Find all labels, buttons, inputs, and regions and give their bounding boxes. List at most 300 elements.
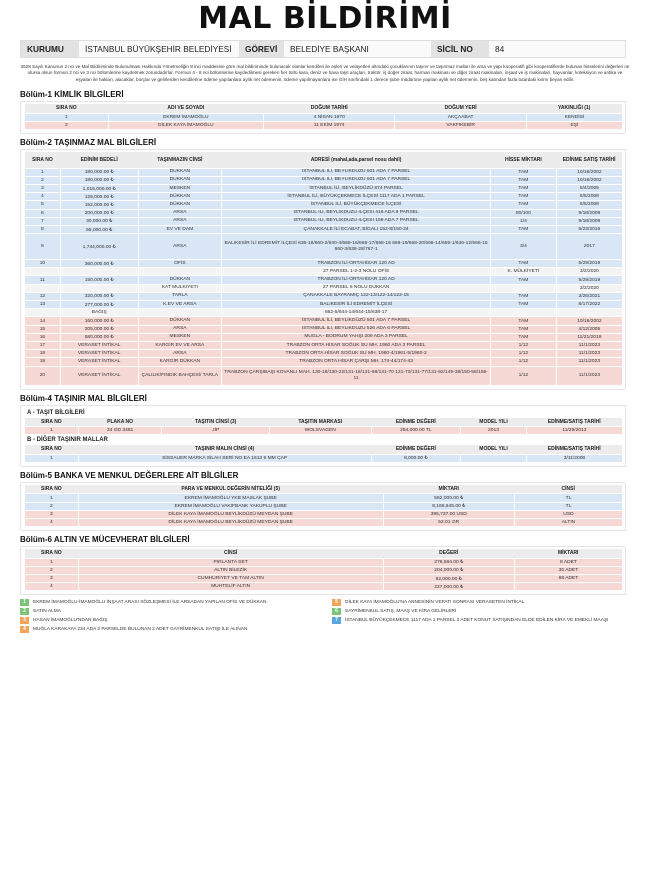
table-cell [25,284,61,292]
table-cell: 1 [25,168,61,176]
table-cell: ALTIN BİLEZİK [78,566,383,574]
table-cell: 1/4 [491,217,557,225]
section5-title: Bölüm-5 BANKA VE MENKUL DEĞERLERE AİT BİLGİLER [20,470,239,480]
table-cell [138,268,222,276]
table-cell: TAM [491,201,557,209]
gorevi-value: BELEDİYE BAŞKANI [284,41,431,57]
table-cell: 3/2/2020 [556,268,622,276]
column-header: DOĞUM TARİHİ [263,104,394,113]
table-cell: ARSA [138,209,222,217]
section2-title: Bölüm-2 TAŞINMAZ MAL BİLGİLERİ [20,138,157,148]
table-cell: 1/12 [491,358,557,366]
column-header: TAŞITIN CİNSİ (3) [162,418,270,427]
table-cell: 11/21/2019 [556,333,622,341]
table-cell: 2 [25,566,79,574]
table-cell: VERASET İNTİKAL [60,350,138,358]
column-header: EDİNİM BEDELİ [60,152,138,168]
section6-title: Bölüm-6 ALTIN VE MÜCEVHERAT BİLGİLERİ [20,535,190,545]
table-cell: TAM [491,225,557,233]
table-cell: 35 ADET [514,566,622,574]
table-cell: 5/23/2016 [556,225,622,233]
table-cell: 395,737.00 USD [383,510,514,518]
table-cell: 30,000.00 ₺ [60,217,138,225]
column-header: TAŞINMAZIN CİNSİ [138,152,222,168]
table-cell: 27 PARSEL 5 NOLU DÜKKAN [222,284,491,292]
column-header: ADI VE SOYADI [108,104,263,113]
legend-text: EKREM İMAMOĞLU-İMAMOĞLU İNŞAAT ARASI SÖZLEŞMESİ İLE ARSADAN YAPILAN OFİS VE DÜKKAN [33,600,267,606]
table-row [25,301,623,309]
table-cell: EV VE DAM [138,225,222,233]
legend-text: SATIN ALMA [33,609,61,615]
table-cell: 10/16/2002 [556,168,622,176]
table-cell: 16 [25,333,61,341]
table-cell: KARGİR DÜKKAN [138,358,222,366]
table-cell: 6/5/2008 [556,193,622,201]
sicil-label: SİCİL NO [431,41,489,57]
legend-item [20,617,318,624]
table-cell: 52.01 GR [383,518,514,526]
document [8,0,642,890]
table-cell: WOLSVAGEN [269,427,371,435]
table-cell: 8 [25,225,61,233]
legend-text: MUĞLA KARAKAYA 234 ADA 2 PARSELDE BULUNAN 2 ADET GAYRİMENKUL SATIŞI İLE ALINAN [33,627,248,633]
table-cell: 3 [25,510,79,518]
column-header: EDİNME SATIŞ TARİHİ [556,152,622,168]
table-cell: 9 [25,234,61,260]
table-cell: 662-5/644-14/644-15/638-17 [222,309,491,317]
table-cell: İSTANBUL İLİ, BÜYÜKÇEKMECE İLÇESİ 1117 ADA 1 PARSEL [222,193,491,201]
table-cell: EKREM İMAMOĞLU YKB MASLAK ŞUBE [78,494,383,502]
table-cell: 5/29/2019 [556,260,622,268]
table-cell: KENDİSİ [526,113,622,121]
table-cell: ARSA [138,217,222,225]
legend-number: 5 [332,599,341,606]
column-header: SIRA NO [25,445,79,454]
legend-number: 1 [20,599,29,606]
table-cell: TAM [491,168,557,176]
section6-box [20,546,626,595]
table-row [25,193,623,201]
other-movables-subtitle: B - DİĞER TAŞINIR MALLAR [27,437,108,444]
table-cell: TAM [491,260,557,268]
table-cell: 10/16/2002 [556,317,622,325]
table-cell: 2 [25,176,61,184]
table-cell: BAĞIŞ [60,309,138,317]
other-movables-table [24,445,622,463]
table-cell: 6/5/2008 [556,201,622,209]
table-cell: 1/12 [491,350,557,358]
table-cell: TRABZON ORTA HİSAR SOĞUK SU MH. 1960 ADA 3 PARSEL [222,341,491,349]
table-row [25,502,623,510]
legend-item [20,608,318,615]
table-row [25,225,623,233]
table-cell: 1/12 [491,366,557,385]
column-header: MODEL YILI [461,418,527,427]
table-cell: JİP [162,427,270,435]
column-header: SIRA NO [25,418,79,427]
table-cell: SİSSAUER MARKA SİLAH SERİ NO.EA 1613 9 MM ÇAP [78,454,371,462]
table-row [25,583,623,591]
table-cell: DİLEK KAYA İMAMOĞLU BEYLİKDÜZÜ MEYDAN ŞUBE [78,510,383,518]
table-row [25,575,623,583]
legend-text: İSTANBUL BÜYÜKÇEKMECE 1117 ADA 1 PARSEL 3 ADET KONUT SATIŞINDAN ELDE EDİLEN KİRA VE EMEKLİ MAAŞI [345,618,609,624]
table-cell: 18 [25,350,61,358]
table-cell: 180,000.00 ₺ [60,168,138,176]
table-cell: TRABZON ÇARŞIBAŞI KOVANLI MAH. 130-18/130-22/131-18/131-68/131-70 131-73/131-77/131-92/149-38/150-58/155-11 [222,366,491,385]
table-cell: 360,000.00 ₺ [60,260,138,268]
column-header: ADRESİ (mahal,ada,parsel nosu dahil) [222,152,491,168]
table-cell: İSTANBUL İLİ, BEYLİKDÜZÜ İLÇESİ 416 ADA 9 PARSEL [222,209,491,217]
table-cell: TAM [491,333,557,341]
table-cell: 4 [25,518,79,526]
table-cell: 200,000.00 ₺ [60,209,138,217]
table-cell: 11/1/2023 [556,358,622,366]
table-cell: 227,000.00 ₺ [383,583,514,591]
real-estate-table [24,152,622,385]
table-cell: 204,000.00 ₺ [383,566,514,574]
column-header: EDİNME/SATIŞ TARİHİ [526,418,622,427]
vehicle-subtitle: A - TAŞIT BİLGİLERİ [27,409,85,416]
table-cell: TAM [491,193,557,201]
table-cell: 4 [25,193,61,201]
table-cell [60,268,138,276]
table-row [25,292,623,300]
table-cell: 3 [25,575,79,583]
table-cell [60,284,138,292]
table-row [25,454,623,462]
table-cell: 8,166,645.00 ₺ [383,502,514,510]
table-cell [25,309,61,317]
table-cell [491,309,557,317]
table-cell [556,309,622,317]
table-cell: 205,000.00 ₺ [60,325,138,333]
table-cell: ÇANAKKALE BAYRAMİÇ 122-13/122-14/122-15 [222,292,491,300]
table-row [25,184,623,192]
table-cell: İSTANBUL İLİ, BEYLİKDÜZÜ 501 ADA 7 PARSEL [222,317,491,325]
table-cell: 9/18/2008 [556,217,622,225]
table-cell: EŞİ [526,121,622,129]
table-cell: 11/29/2013 [526,427,622,435]
table-cell: 150,000.00 ₺ [60,276,138,284]
table-cell: BALIKESİR İLİ EDREMİT İLÇESİ 636-18/660-2/640-4/668-16/668-17/668-18 669-19/668-20/668-14/659-1/636-12/668-15 660-3/636-28/767-1 [222,234,491,260]
table-cell: 562,000.00 ₺ [383,494,514,502]
table-cell: CUMHURİYET VE TAM ALTIN [78,575,383,583]
table-cell: ALTIN [514,518,622,526]
table-cell: 1 [25,494,79,502]
table-cell: 11/1/2023 [556,366,622,385]
table-cell: 1,015,000.00 ₺ [60,184,138,192]
table-row [25,268,623,276]
table-cell: TAM [491,317,557,325]
table-cell: 14 [25,317,61,325]
table-cell: TRABZON İLİ-ORTAHİSAR 120 AD [222,276,491,284]
table-cell: 68 ADET [514,575,622,583]
table-cell: TAM [491,184,557,192]
table-cell: İSTANBUL İLİ, BEYLİKDÜZÜ 526 ADA 6 PARSEL [222,325,491,333]
table-row [25,276,623,284]
table-cell: 3/2/2020 [556,284,622,292]
column-header: SIRA NO [25,152,61,168]
table-cell: TRABZON ORTA HİSAR SOĞUK SU MH. 1960-4/1961-5/1960-2 [222,350,491,358]
table-cell: 34 GD 3481 [78,427,162,435]
table-cell: KARGİR EV VE ARSA [138,341,222,349]
table-cell: 4 NİSAN 1970 [263,113,394,121]
table-cell: K. MÜLKİYETİ [491,268,557,276]
section5-box [20,482,626,531]
table-cell: 3 [25,184,61,192]
table-cell: 2017 [556,234,622,260]
table-row [25,333,623,341]
legend [20,599,630,633]
table-cell: 6 [25,209,61,217]
table-cell: PIRLANTA SET [78,558,383,566]
table-cell: 80/100 [491,209,557,217]
table-cell: ARSA [138,325,222,333]
table-cell: 17 [25,341,61,349]
table-row [25,518,623,526]
info-bar [20,40,626,58]
table-cell: 5/29/2019 [556,276,622,284]
table-cell [138,309,222,317]
table-cell: MUHTELİF ALTIN [78,583,383,591]
table-cell: İSTANBUL İLİ, BÜYÜKÇEKMECE İLÇESİ [222,201,491,209]
table-row [25,427,623,435]
table-cell: 254,000.00 TL [371,427,461,435]
legend-text: HASAN İMAMOĞLU'NDAN BAĞIŞ [33,618,108,624]
sicil-value: 84 [489,41,625,57]
table-row [25,566,623,574]
table-cell: VERASET İNTİKAL [60,366,138,385]
table-cell: MESKEN [138,333,222,341]
table-cell: 13 [25,301,61,309]
table-row [25,494,623,502]
table-cell: 5 [25,201,61,209]
column-header: DEĞERİ [383,549,514,558]
table-cell: 680,000.00 ₺ [60,333,138,341]
column-header: SIRA NO [25,104,109,113]
section4-title: Bölüm-4 TAŞINIR MAL BİLGİLERİ [20,393,147,403]
table-row [25,366,623,385]
table-cell: 320,000.00 ₺ [60,292,138,300]
table-row [25,217,623,225]
legend-item [332,608,630,615]
table-cell: 3/4 [491,234,557,260]
vehicle-table [24,418,622,436]
table-row [25,510,623,518]
table-cell: 7 [25,217,61,225]
table-cell: 8,000.00 ₺ [371,454,461,462]
section4-box [20,405,626,467]
table-cell: İSTANBUL İLİ, BEYLİKDÜZÜ 874 PARSEL [222,184,491,192]
table-row [25,358,623,366]
table-cell: TAM [491,276,557,284]
table-cell: VERASET İNTİKAL [60,358,138,366]
table-cell: 1 [25,558,79,566]
column-header: HİSSE MİKTARI [491,152,557,168]
table-cell: KAT MÜLKİYETİ [138,284,222,292]
column-header: MİKTARI [514,549,622,558]
table-cell: 20 [25,366,61,385]
table-cell: 11 EKİM 1974 [263,121,394,129]
table-cell: DİLEK KAYA İMAMOĞLU BEYLİKDÜZÜ MEYDAN ŞUBE [78,518,383,526]
column-header: TAŞITIN MARKASI [269,418,371,427]
table-cell: 10 [25,260,61,268]
table-row [25,168,623,176]
table-cell: ARSA [138,350,222,358]
table-cell: 5/4/2005 [556,184,622,192]
table-row [25,309,623,317]
table-cell: DÜKKAN [138,168,222,176]
table-cell: DÜKKAN [138,193,222,201]
table-cell: 11 [25,276,61,284]
table-cell: İSTANBUL İLİ, BEYLİKDÜZÜ İLÇESİ 158 ADA 7 PARSEL [222,217,491,225]
table-row [25,350,623,358]
column-header: CİNSİ [78,549,383,558]
table-row [25,284,623,292]
table-cell: 10/16/2002 [556,176,622,184]
table-cell: TARLA [138,292,222,300]
table-cell: 4 [25,583,79,591]
legend-text: DİLEK KAYA İMAMOĞLU'NA ANNESİNİN VEFATI SONRASI VERASETEN İNTİKAL [345,600,525,606]
column-header: CİNSİ [514,485,622,494]
column-header: PLAKA NO [78,418,162,427]
section1-box [20,101,626,134]
table-cell: 1,744,000.00 ₺ [60,234,138,260]
table-cell: 277,000.00 ₺ [60,301,138,309]
table-cell: 55,000.00 ₺ [60,225,138,233]
table-cell: DÜKKAN [138,317,222,325]
table-cell: TRABZON ORTA HİSAR ÇARŞI MH. 174-44/174-43 [222,358,491,366]
page-title: MAL BİLDİRİMİ [198,1,452,36]
table-cell: 152,000.00 ₺ [60,201,138,209]
column-header: SIRA NO [25,549,79,558]
table-row [25,341,623,349]
table-cell: 2013 [461,427,527,435]
table-cell: 19 [25,358,61,366]
table-row [25,558,623,566]
column-header: TAŞINIR MALIN CİNSİ (4) [78,445,371,454]
section1-title: Bölüm-1 KİMLİK BİLGİLERİ [20,90,124,100]
section2-box [20,149,626,389]
column-header: EDİNME/SATIŞ TARİHİ [526,445,622,454]
table-cell: 9/18/2008 [556,209,622,217]
column-header: EDİNME DEĞERİ [371,445,461,454]
table-cell: ARSA [138,234,222,260]
table-cell: 12 [25,292,61,300]
table-cell: K.EV VE ARSA [138,301,222,309]
table-cell: AKÇAABAT [395,113,526,121]
legend-text: SAYRİMENKUL SATIŞ, MAAŞ VE KİRA GELİRLERİ [345,609,457,615]
table-cell: 2 [25,502,79,510]
table-row [25,176,623,184]
table-cell: 3/11/2008 [526,454,622,462]
column-header: MİKTARI [383,485,514,494]
table-cell: 15 [25,325,61,333]
table-cell [25,268,61,276]
table-row [25,234,623,260]
table-cell: 8/17/2022 [556,301,622,309]
table-row [25,121,623,129]
table-cell: EKREM İMAMOĞLU [108,113,263,121]
column-header: EDİNME DEĞERİ [371,418,461,427]
table-cell: DİLEK KAYA İMAMOĞLU [108,121,263,129]
column-header: SIRA NO [25,485,79,494]
kurumu-value: İSTANBUL BÜYÜKŞEHİR BELEDİYESİ [79,41,239,57]
kurumu-label: KURUMU [21,41,79,57]
table-row [25,201,623,209]
table-cell [514,583,622,591]
table-cell: VERASET İNTİKAL [60,341,138,349]
table-cell: MESKEN [138,184,222,192]
column-header: MODEL YILI [461,445,527,454]
gold-table [24,549,622,591]
column-header: DOĞUM YERİ [395,104,526,113]
table-cell: TAM [491,325,557,333]
table-row [25,113,623,121]
table-cell: 1 [25,427,79,435]
table-cell: TL [514,502,622,510]
bank-table [24,485,622,527]
legend-number: 4 [20,626,29,633]
table-cell: 92,000.00 ₺ [383,575,514,583]
table-cell: 11/1/2023 [556,341,622,349]
table-cell: ÇALILIK/FINDIK BAHÇESİ/ TARLA [138,366,222,385]
table-cell: DÜKKAN [138,176,222,184]
legend-number: 3 [20,617,29,624]
table-cell: BALIKESİR İLİ EDREMİT İLÇESİ [222,301,491,309]
table-cell: 2 [25,121,109,129]
table-cell [491,284,557,292]
legend-item [332,617,630,624]
table-cell: İSTANBUL İLİ, BEYLİKDÜZÜ 501 ADA 7 PARSEL [222,168,491,176]
intro-text: 3628 Sayılı Kanunun 2 nci ve Mal Bildiriminde Bulunulması Hakkında Yönetmeliğin 8 inci maddesine göre mal bildiriminde bulunacak olanlar kendileri ile eşleri ve velayetleri altındaki çocuklarının taşınır ve taşınmaz malları ile arsa ve yapı kooperatifi gibi kooperatiflerde bulunan hisselerini değerleri ne olursa olsun formun 2 nci ve 3 nci bölümlerine kaydetmek zorundadırlar. Formun 4 - 8 nci bölümlerine kaydedilmesi gereken her türlü kara, deniz ve hava taşıt araçları, traktör, iş doğer ziraat, harman makinası ve diğer ziraat makinaları, inşaat ve iş makinaları, hayvanlar, koleksiyon ve antika ve eşyaları ile hakları, alacaklar, borçlar ve gelirlerden kendilerine ödeme yapılanlara aylık net ödemenin, ödeme yapılmayanlara ise GİH sınıfındaki 1 derece şube müdürüne yapılan aylık net ödemenin, beş katından fazla tutardaki kısmı beyan edilir. [20,64,630,82]
identity-table [24,104,622,130]
table-cell: İSTANBUL İLİ, BEYLİKDÜZÜ 501 ADA 7 PARSEL [222,176,491,184]
table-cell: VAKFIKEBİR [395,121,526,129]
legend-item [332,599,630,606]
table-cell: TL [514,494,622,502]
table-cell: 279,584.00 ₺ [383,558,514,566]
table-cell: TRABZON İLİ-ORTAHİSAR 120 AD [222,260,491,268]
table-row [25,325,623,333]
table-cell: TAM [491,292,557,300]
legend-number: 2 [20,608,29,615]
legend-number: 6 [332,608,341,615]
table-cell: DÜKKAN [138,201,222,209]
table-cell: USD [514,510,622,518]
table-cell: 1 [25,113,109,121]
table-cell: 27 PARSEL 1-2-3 NOLU OFİS [222,268,491,276]
table-cell: 4/12/2005 [556,325,622,333]
table-cell: EKREM İMAMOĞLU VAKIFBANK YAKUPLU ŞUBE [78,502,383,510]
column-header: PARA VE MENKUL DEĞERİN NİTELİĞİ (5) [78,485,383,494]
column-header: YAKINLIĞI (1) [526,104,622,113]
legend-number: 7 [332,617,341,624]
legend-item [20,626,318,633]
table-cell: 125,000.00 ₺ [60,193,138,201]
table-cell [461,454,527,462]
table-cell: TAM [491,301,557,309]
table-cell: ÇANAKKALE İLİ ECABAT, BİGALI 152-8/150-24 [222,225,491,233]
table-cell: TAM [491,176,557,184]
table-cell: 180,000.00 ₺ [60,176,138,184]
gorevi-label: GÖREVİ [239,41,284,57]
table-cell: OFİS [138,260,222,268]
table-cell: DÜKKAN [138,276,222,284]
table-cell: MUĞLA - BODRUM YAHŞİ 209 ADA 3 PARSEL [222,333,491,341]
table-row [25,260,623,268]
table-cell: 3/26/2021 [556,292,622,300]
